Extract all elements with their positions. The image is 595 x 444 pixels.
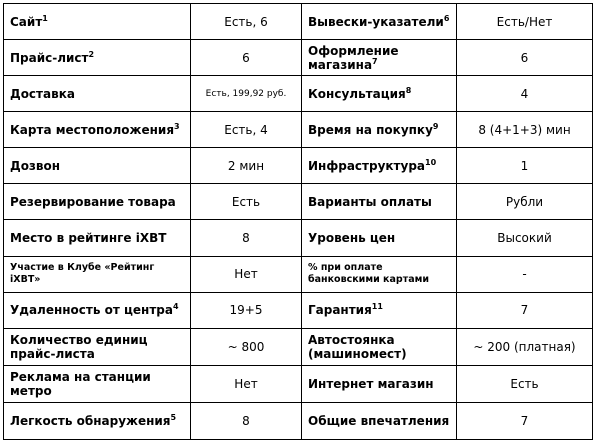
value-cell: 8 (4+1+3) мин [457,112,593,148]
label-cell: Удаленность от центра$^4$ [4,292,191,328]
value-cell: ~ 200 (платная) [457,328,593,365]
label-cell: Реклама на станции метро [4,365,191,402]
footnote-mark: 7 [372,56,378,66]
label-cell: Инфраструктура$^{10}$ [302,148,457,184]
value-cell: Есть [191,184,302,220]
label-cell: Интернет магазин [302,365,457,402]
table-row [4,76,593,112]
table-row [4,184,593,220]
footnote-mark: 9 [432,121,439,131]
label-cell: Консультация$^8$ [302,76,457,112]
label-cell: Время на покупку$^9$ [302,112,457,148]
table-row [4,256,593,292]
footnote-mark: 11 [371,302,383,312]
label-cell: Дозвон [4,148,191,184]
value-cell: 19+5 [191,292,302,328]
value-cell: Есть [457,365,593,402]
footnote-mark: 8 [405,85,412,95]
label-cell: Вывески-указатели$^6$ [302,4,457,40]
table-row [4,402,593,439]
store-rating-table [3,3,593,440]
label-cell: Легкость обнаружения$^5$ [4,402,191,439]
value-cell: - [457,256,593,292]
label-cell: Оформление магазина$^7$ [302,40,457,76]
label-cell: Гарантия$^{11}$ [302,292,457,328]
table-row [4,365,593,402]
label-cell: Автостоянка (машиномест) [302,328,457,365]
value-cell: Есть, 199,92 руб. [191,76,302,112]
table-row [4,40,593,76]
table-row [4,4,593,40]
label-cell: Резервирование товара [4,184,191,220]
value-cell: Есть, 4 [191,112,302,148]
footnote-mark: 1 [42,13,48,23]
label-cell: Участие в Клубе «Рейтинг iXBT» [4,256,191,292]
footnote-mark: 3 [174,121,180,131]
table-row [4,112,593,148]
table-row [4,148,593,184]
value-cell: 8 [191,220,302,256]
label-cell: Варианты оплаты [302,184,457,220]
value-cell: 4 [457,76,593,112]
value-cell: ~ 800 [191,328,302,365]
label-cell: Доставка [4,76,191,112]
value-cell: 1 [457,148,593,184]
label-cell: Количество единиц прайс-листа [4,328,191,365]
label-cell: Уровень цен [302,220,457,256]
footnote-mark: 5 [170,412,177,422]
table-row [4,328,593,365]
label-cell: % при оплате банковскими картами [302,256,457,292]
footnote-mark: 4 [172,302,179,312]
value-cell: Есть/Нет [457,4,593,40]
label-cell: Прайс-лист$^2$ [4,40,191,76]
table-row [4,292,593,328]
footnote-mark: 10 [425,157,437,167]
table-row [4,220,593,256]
label-cell: Сайт$^1$ [4,4,191,40]
label-cell: Место в рейтинге iXBT [4,220,191,256]
label-cell: Общие впечатления [302,402,457,439]
value-cell: 7 [457,402,593,439]
value-cell: Нет [191,365,302,402]
label-cell: Карта местоположения$^3$ [4,112,191,148]
value-cell: Рубли [457,184,593,220]
value-cell: 2 мин [191,148,302,184]
value-cell: Высокий [457,220,593,256]
value-cell: 7 [457,292,593,328]
footnote-mark: 2 [88,49,95,59]
value-cell: 6 [457,40,593,76]
footnote-mark: 6 [443,13,450,23]
value-cell: Нет [191,256,302,292]
value-cell: 6 [191,40,302,76]
value-cell: 8 [191,402,302,439]
value-cell: Есть, 6 [191,4,302,40]
